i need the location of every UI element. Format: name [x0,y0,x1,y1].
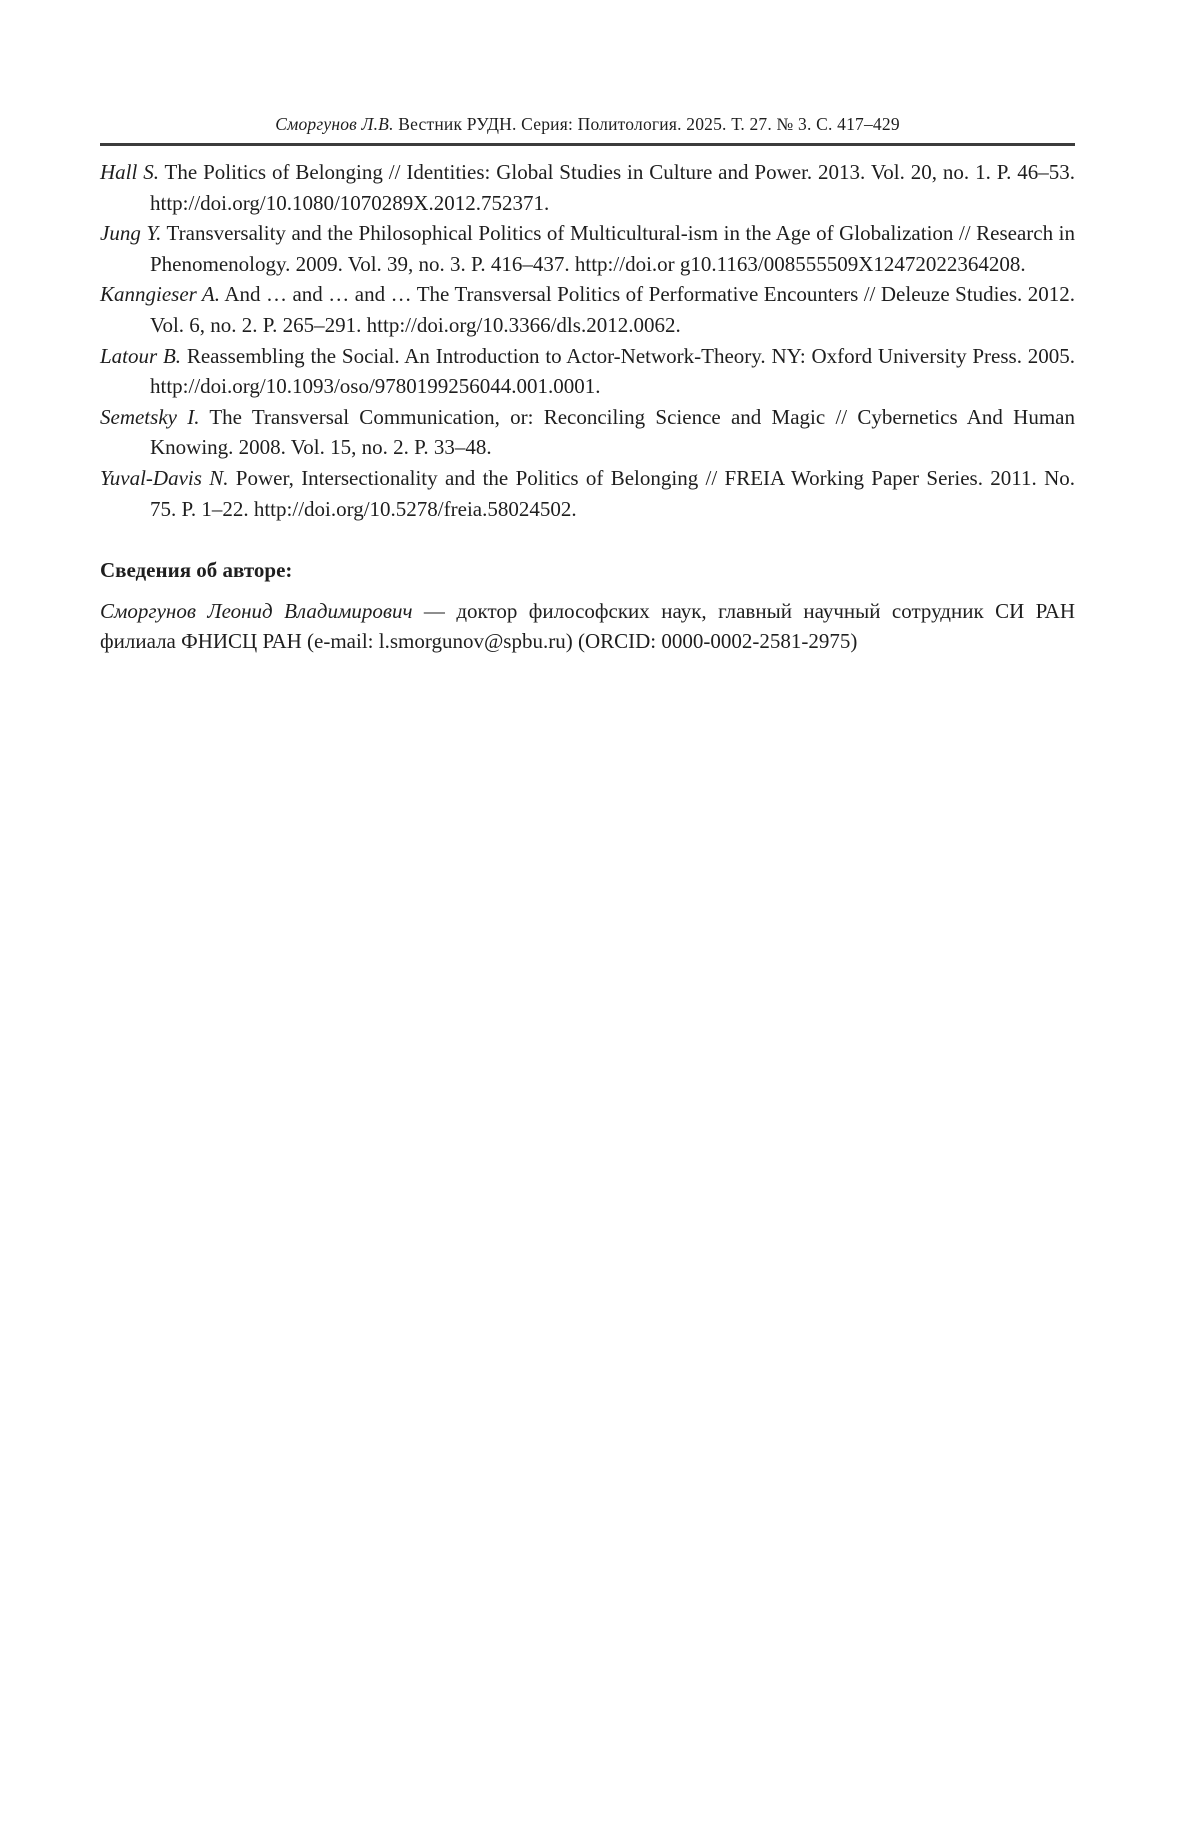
reference-entry-4 [100,341,1075,402]
running-head-citation: Вестник РУДН. Серия: Политология. 2025. Т. 27. № 3. С. 417–429 [393,114,900,134]
reference-author: Jung Y. [100,221,162,246]
running-head-author: Сморгунов Л.В. [275,114,394,134]
author-name: Сморгунов Леонид Владимирович [100,598,413,623]
page-content [100,0,1075,657]
reference-entry-1 [100,157,1075,218]
reference-author: Latour B. [100,343,182,368]
about-author-paragraph [100,596,1075,657]
header-rule [100,143,1075,146]
reference-entry-3 [100,279,1075,340]
references-list [100,157,1075,524]
reference-text: The Politics of Belonging // Identities: Global Studies in Culture and Power. 2013. Vol. 20, no. 1. P. 46–53. http://doi.org/10.1080/1070289X.2012.752371. [150,160,1075,215]
running-head [100,112,1075,136]
author-details: — доктор философских наук, главный научный сотрудник СИ РАН филиала ФНИСЦ РАН (e-mail: l.smorgunov@spbu.ru) (ORCID: 0000-0002-2581-2975) [100,598,1075,654]
reference-text: Transversality and the Philosophical Politics of Multicultural-ism in the Age of Globalization // Research in Phenomenology. 2009. Vol. 39, no. 3. P. 416–437. http://doi.or g10.1163/008555509X12472022364208. [150,221,1075,276]
reference-text: Reassembling the Social. An Introduction to Actor-Network-Theory. NY: Oxford University Press. 2005. http://doi.org/10.1093/oso/9780199256044.001.0001. [150,343,1075,399]
reference-author: Kanngieser A. [100,282,221,307]
reference-text: The Transversal Communication, or: Reconciling Science and Magic // Cybernetics And Human Knowing. 2008. Vol. 15, no. 2. P. 33–48. [150,404,1075,460]
reference-author: Semetsky I. [100,404,200,429]
reference-author: Hall S. [100,160,159,184]
reference-entry-2 [100,218,1075,279]
reference-entry-5 [100,402,1075,463]
reference-text: Power, Intersectionality and the Politics of Belonging // FREIA Working Paper Series. 2011. No. 75. P. 1–22. http://doi.org/10.5278/freia.58024502. [150,465,1075,521]
about-author-heading: Сведения об авторе: [100,558,293,583]
reference-entry-6 [100,463,1075,524]
reference-text: And … and … and … The Transversal Politics of Performative Encounters // Deleuze Studies. 2012. Vol. 6, no. 2. P. 265–291. http://doi.org/10.3366/dls.2012.0062. [150,282,1075,337]
reference-author: Yuval-Davis N. [100,465,229,490]
